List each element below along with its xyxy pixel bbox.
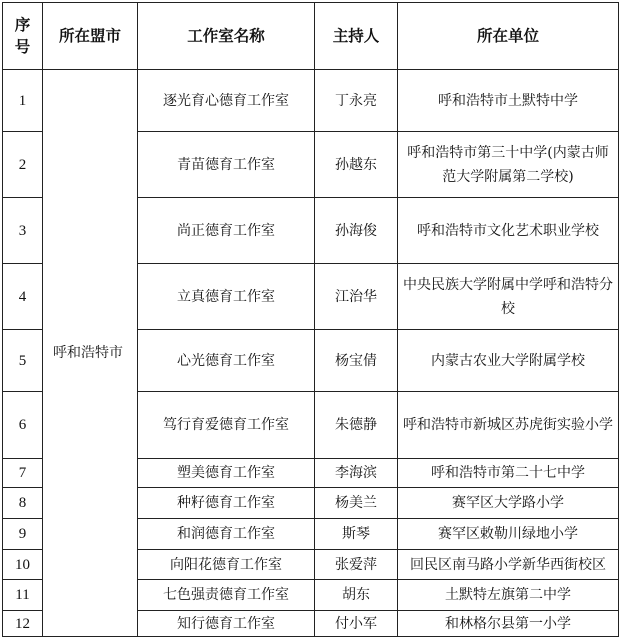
cell-host: 孙海俊 — [315, 198, 398, 264]
cell-studio: 塑美德育工作室 — [138, 459, 315, 488]
cell-host: 李海滨 — [315, 459, 398, 488]
cell-studio: 笃行育爱德育工作室 — [138, 392, 315, 459]
cell-seq: 8 — [3, 488, 43, 519]
cell-studio: 立真德育工作室 — [138, 264, 315, 330]
cell-unit: 中央民族大学附属中学呼和浩特分校 — [398, 264, 619, 330]
cell-host: 江治华 — [315, 264, 398, 330]
cell-unit: 呼和浩特市新城区苏虎街实验小学 — [398, 392, 619, 459]
cell-studio: 七色强责德育工作室 — [138, 580, 315, 611]
cell-studio: 和润德育工作室 — [138, 519, 315, 550]
cell-host: 张爱萍 — [315, 550, 398, 580]
studio-table — [2, 2, 619, 637]
cell-studio: 尚正德育工作室 — [138, 198, 315, 264]
cell-unit: 赛罕区敕勒川绿地小学 — [398, 519, 619, 550]
cell-host: 斯琴 — [315, 519, 398, 550]
cell-seq: 3 — [3, 198, 43, 264]
cell-host: 朱德静 — [315, 392, 398, 459]
cell-unit: 赛罕区大学路小学 — [398, 488, 619, 519]
header-row — [3, 3, 619, 70]
cell-seq: 9 — [3, 519, 43, 550]
cell-host: 付小军 — [315, 611, 398, 637]
cell-seq: 6 — [3, 392, 43, 459]
cell-host: 孙越东 — [315, 132, 398, 198]
cell-unit: 呼和浩特市第二十七中学 — [398, 459, 619, 488]
cell-studio: 心光德育工作室 — [138, 330, 315, 392]
cell-seq: 2 — [3, 132, 43, 198]
cell-seq: 7 — [3, 459, 43, 488]
cell-seq: 4 — [3, 264, 43, 330]
cell-seq: 12 — [3, 611, 43, 637]
cell-seq: 1 — [3, 70, 43, 132]
cell-seq: 10 — [3, 550, 43, 580]
cell-unit: 和林格尔县第一小学 — [398, 611, 619, 637]
header-host: 主持人 — [315, 3, 398, 70]
header-seq-line2: 号 — [14, 38, 31, 56]
cell-studio: 种籽德育工作室 — [138, 488, 315, 519]
cell-city: 呼和浩特市 — [43, 70, 138, 637]
cell-host: 杨美兰 — [315, 488, 398, 519]
header-studio: 工作室名称 — [138, 3, 315, 70]
cell-studio: 青苗德育工作室 — [138, 132, 315, 198]
cell-host: 胡东 — [315, 580, 398, 611]
table-row — [3, 70, 619, 132]
cell-unit: 回民区南马路小学新华西街校区 — [398, 550, 619, 580]
cell-studio: 向阳花德育工作室 — [138, 550, 315, 580]
header-seq — [3, 3, 43, 70]
header-seq-line1: 序 — [14, 16, 31, 34]
cell-unit: 土默特左旗第二中学 — [398, 580, 619, 611]
cell-studio: 知行德育工作室 — [138, 611, 315, 637]
cell-unit: 呼和浩特市土默特中学 — [398, 70, 619, 132]
cell-seq: 5 — [3, 330, 43, 392]
cell-host: 丁永亮 — [315, 70, 398, 132]
header-city: 所在盟市 — [43, 3, 138, 70]
cell-studio: 逐光育心德育工作室 — [138, 70, 315, 132]
cell-seq: 11 — [3, 580, 43, 611]
header-unit: 所在单位 — [398, 3, 619, 70]
cell-unit: 呼和浩特市文化艺术职业学校 — [398, 198, 619, 264]
cell-unit: 呼和浩特市第三十中学(内蒙古师范大学附属第二学校) — [398, 132, 619, 198]
cell-unit: 内蒙古农业大学附属学校 — [398, 330, 619, 392]
cell-host: 杨宝倩 — [315, 330, 398, 392]
